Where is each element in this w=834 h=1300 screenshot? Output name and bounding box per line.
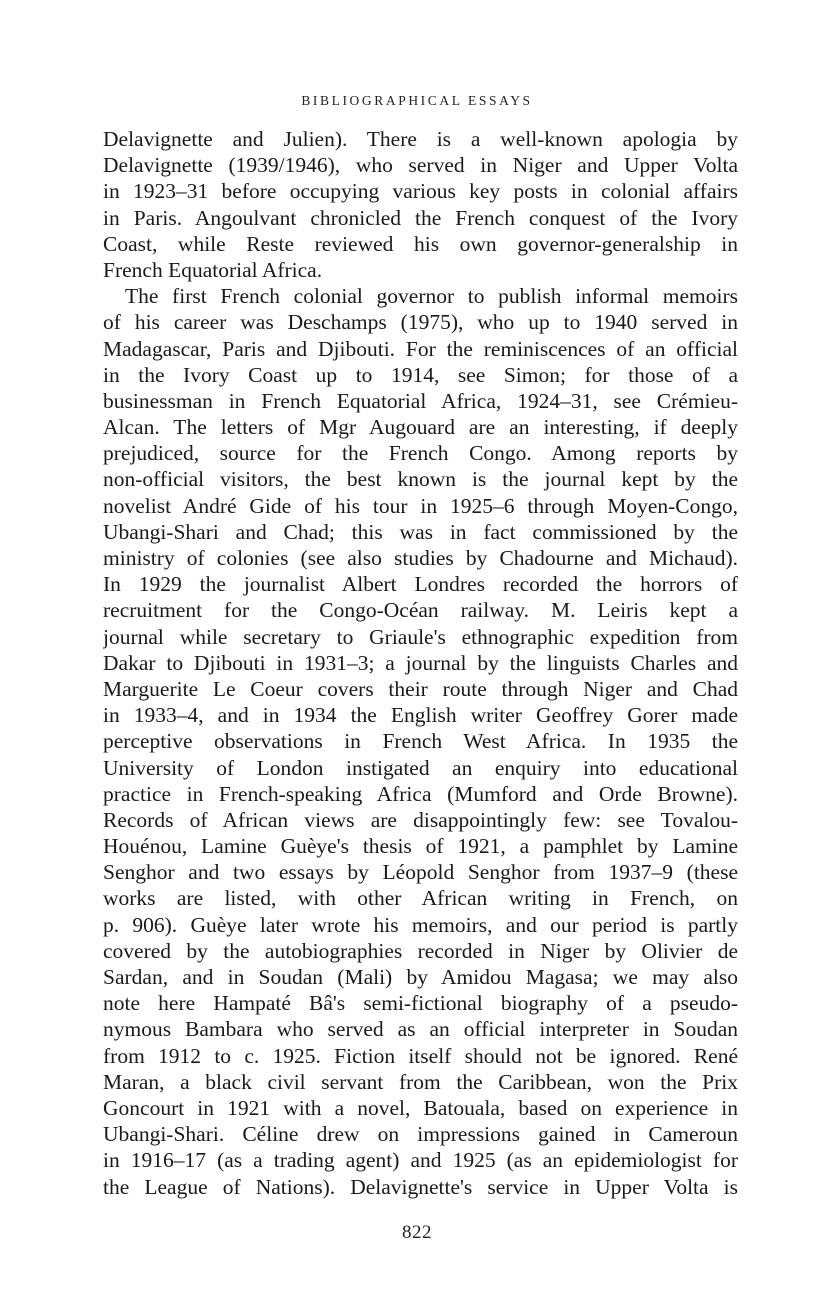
text-line: p. 906). Guèye later wrote his memoirs, and our period is partly <box>103 912 738 937</box>
text-line: perceptive observations in French West Africa. In 1935 the <box>103 729 738 754</box>
text-line: from 1912 to c. 1925. Fiction itself should not be ignored. René <box>103 1043 738 1068</box>
text-line: prejudiced, source for the French Congo. Among reports by <box>103 441 738 466</box>
text-line: Coast, while Reste reviewed his own governor-generalship in <box>103 231 738 256</box>
text-line: Marguerite Le Coeur covers their route through Niger and Chad <box>103 676 738 701</box>
text-line: Dakar to Djibouti in 1931–3; a journal by the linguists Charles and <box>103 650 738 675</box>
text-line: Sardan, and in Soudan (Mali) by Amidou Magasa; we may also <box>103 965 738 989</box>
text-line: covered by the autobiographies recorded in Niger by Olivier de <box>103 938 738 963</box>
text-line: novelist André Gide of his tour in 1925–6 through Moyen-Congo, <box>103 493 738 518</box>
text-line: the League of Nations). Delavignette's service in Upper Volta is <box>103 1174 738 1199</box>
text-line: Goncourt in 1921 with a novel, Batouala, based on experience in <box>103 1095 738 1120</box>
text-line: The first French colonial governor to publish informal memoirs <box>125 284 738 309</box>
text-line: nymous Bambara who served as an official interpreter in Soudan <box>103 1017 738 1042</box>
text-line: in 1933–4, and in 1934 the English writer Geoffrey Gorer made <box>103 703 738 728</box>
text-line: In 1929 the journalist Albert Londres recorded the horrors of <box>103 572 738 597</box>
text-line: Alcan. The letters of Mgr Augouard are an interesting, if deeply <box>103 415 738 440</box>
text-line: Ubangi-Shari. Céline drew on impressions gained in Cameroun <box>103 1122 738 1147</box>
text-line: ministry of colonies (see also studies by Chadourne and Michaud). <box>103 546 738 570</box>
text-line: journal while secretary to Griaule's ethnographic expedition from <box>103 624 738 649</box>
text-line: works are listed, with other African writing in French, on <box>103 886 738 911</box>
text-line: University of London instigated an enquiry into educational <box>103 755 738 780</box>
text-line: Records of African views are disappointingly few: see Tovalou- <box>103 807 738 832</box>
text-line: note here Hampaté Bâ's semi-fictional biography of a pseudo- <box>103 991 738 1016</box>
text-line: Delavignette and Julien). There is a well-known apologia by <box>103 127 738 151</box>
text-line: Delavignette (1939/1946), who served in Niger and Upper Volta <box>103 153 738 178</box>
text-line: Senghor and two essays by Léopold Senghor from 1937–9 (these <box>103 860 738 885</box>
text-line: non-official visitors, the best known is the journal kept by the <box>103 467 738 492</box>
text-line: of his career was Deschamps (1975), who up to 1940 served in <box>103 310 738 335</box>
text-line: practice in French-speaking Africa (Mumford and Orde Browne). <box>103 781 738 806</box>
text-line: French Equatorial Africa. <box>103 257 323 282</box>
text-line: in the Ivory Coast up to 1914, see Simon; for those of a <box>103 362 738 387</box>
text-line: in 1923–31 before occupying various key posts in colonial affairs <box>103 179 738 204</box>
text-line: businessman in French Equatorial Africa, 1924–31, see Crémieu- <box>103 388 738 413</box>
text-line: Madagascar, Paris and Djibouti. For the reminiscences of an official <box>103 336 738 361</box>
text-line: in Paris. Angoulvant chronicled the French conquest of the Ivory <box>103 205 738 230</box>
body-text <box>103 126 738 1200</box>
text-line: Maran, a black civil servant from the Caribbean, won the Prix <box>103 1069 738 1094</box>
text-line: recruitment for the Congo-Océan railway. M. Leiris kept a <box>103 598 738 623</box>
running-head: BIBLIOGRAPHICAL ESSAYS <box>301 93 533 108</box>
text-line: in 1916–17 (as a trading agent) and 1925 (as an epidemiologist for <box>103 1148 738 1173</box>
text-line: Ubangi-Shari and Chad; this was in fact commissioned by the <box>103 519 738 544</box>
text-line: Houénou, Lamine Guèye's thesis of 1921, a pamphlet by Lamine <box>103 834 738 859</box>
page-number: 822 <box>402 1222 432 1243</box>
